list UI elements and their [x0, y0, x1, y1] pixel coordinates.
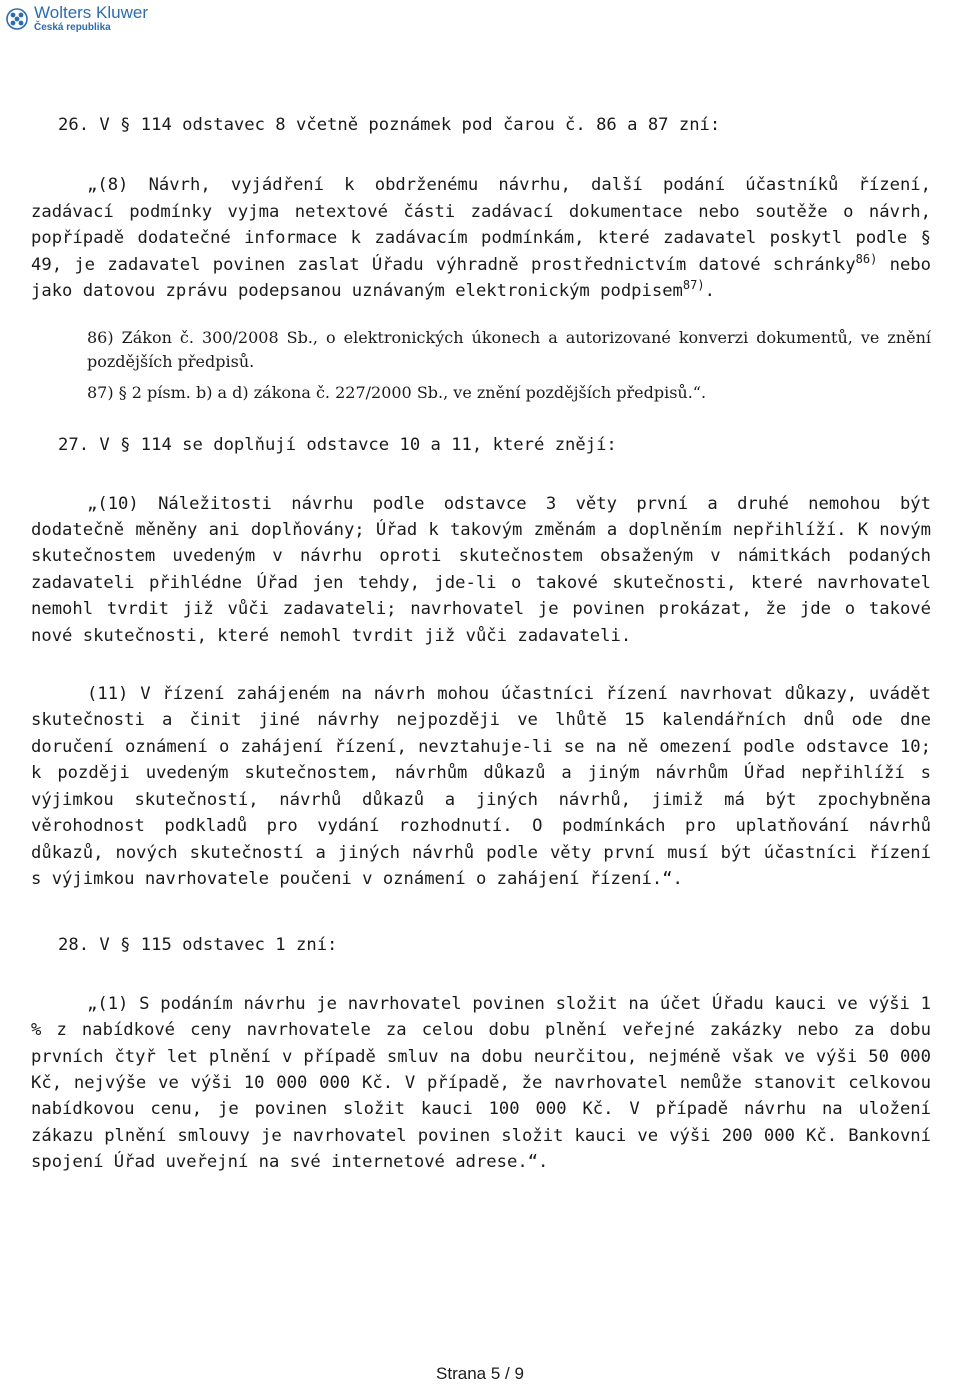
brand-name: Wolters Kluwer: [34, 3, 148, 22]
item-26-paragraph-8: [31, 172, 931, 304]
brand-subtitle: Česká republika: [34, 22, 111, 33]
item-27-paragraph-11: (11) V řízení zahájeném na návrh mohou účastníci řízení navrhovat důkazy, uvádět skutečnosti a činit jiné návrhy nejpozději ve lhůtě 15 kalendářních dnů ode dne doručení oznámení o zahájení řízení, nevztahuje-li se na ně omezení podle odstavce 10; k později uvedeným skutečnostem, návrhům důkazů a jiným návrhům Úřad nepřihlíží s výjimkou skutečností, návrhů důkazů a jiných návrhů, jimiž má být zpochybněna věrohodnost podkladů pro vydání rozhodnutí. O podmínkách pro uplatňování návrhů důkazů, nových skutečností a jiných návrhů podle věty první musí být účastníci řízení s výjimkou navrhovatele poučeni v oznámení o zahájení řízení.“.: [31, 684, 931, 889]
footnote-ref-86[interactable]: 86): [855, 251, 878, 266]
item-27-heading: 27. V § 114 se doplňují odstavce 10 a 11, které znějí:: [58, 435, 617, 456]
item-26-heading: 26. V § 114 odstavec 8 včetně poznámek pod čarou č. 86 a 87 zní:: [58, 115, 721, 135]
footnote-ref-87[interactable]: 87): [682, 278, 705, 293]
item-27-paragraph-10: „(10) Náležitosti návrhu podle odstavce 3 věty první a druhé nemohou být dodatečně měněny ani doplňovány; Úřad k takovým změnám a doplněním nepřihlíží. K novým skutečnostem uvedeným v návrhu oproti skutečnostem obsaženým v námitkách podaných zadavateli přihlédne Úřad jen tehdy, jde-li o takové skutečnosti, které navrhovatel nemohl tvrdit již vůči zadavateli; navrhovatel je povinen prokázat, že jde o takové nové skutečnosti, které nemohl tvrdit již vůči zadavateli.: [31, 493, 931, 646]
footnote-87: 87) § 2 písm. b) a d) zákona č. 227/2000 Sb., ve znění pozdějších předpisů.“.: [87, 382, 707, 402]
item-28-heading: 28. V § 115 odstavec 1 zní:: [58, 935, 338, 956]
item-28-paragraph-1: „(1) S podáním návrhu je navrhovatel povinen složit na účet Úřadu kauci ve výši 1 % z nabídkové ceny navrhovatele za celou dobu plnění veřejné zakázky nebo za dobu prvních čtyř let plnění v případě smluv na dobu neurčitou, nejméně však ve výši 50 000 Kč, nejvýše ve výši 10 000 000 Kč. V případě, že navrhovatel nemůže stanovit celkovou nabídkovou cenu, je povinen složit kauci 100 000 Kč. V případě návrhu na uložení zákazu plnění smlouvy je navrhovatel povinen složit kauci ve výši 200 000 Kč. Bankovní spojení Úřad uveřejní na své internetové adrese.“.: [31, 993, 931, 1173]
item-26-text-c: .: [704, 281, 715, 302]
item-26-text-b: nebo jako datovou zprávu podepsanou uznávaným elektronickým podpisem: [31, 254, 931, 302]
page-number: Strana 5 / 9: [436, 1364, 524, 1383]
publisher-logo: [6, 4, 148, 33]
wolters-kluwer-logo-icon: [6, 8, 28, 30]
footnote-86: 86) Zákon č. 300/2008 Sb., o elektronických úkonech a autorizované konverzi dokumentů, ve znění pozdějších předpisů.: [87, 328, 931, 372]
document-body: [31, 112, 931, 1176]
item-26-text-a: „(8) Návrh, vyjádření k obdrženému návrhu, další podání účastníků řízení, zadávací podmínky vyjma netextové části zadávací dokumentace nebo soutěže o návrh, popřípadě dodatečné informace k zadávacím podmínkám, které zadavatel poskytl podle § 49, je zadavatel povinen zaslat Úřadu výhradně prostřednictvím datové schránky: [31, 175, 931, 275]
